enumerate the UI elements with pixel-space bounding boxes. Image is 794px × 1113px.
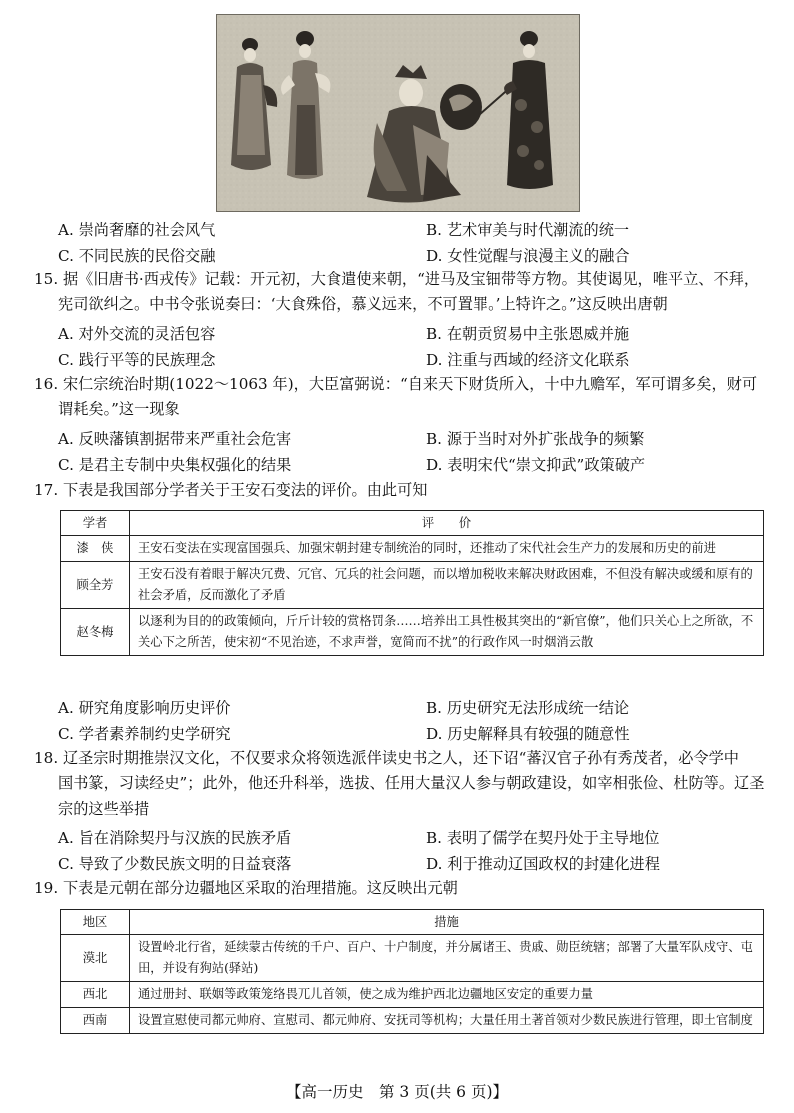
q18-option-c[interactable]: C. 导致了少数民族文明的日益衰落 [58, 855, 292, 873]
q17-option-a[interactable]: A. 研究角度影响历史评价 [58, 699, 231, 717]
q17-evaluation-text: 以逐利为目的的政策倾向，斤斤计较的赏格罚条……培养出工具性极其突出的“新官僚”，他们只关心上之所欲，不关心下之所苦，使宋初“不见治迹，不求声誉，宽简而不扰”的行政作风一时烟消云散 [130, 609, 764, 656]
painting-image [216, 14, 580, 212]
q19-region-name: 西北 [61, 982, 130, 1008]
q14-option-a[interactable]: A. 崇尚奢靡的社会风气 [58, 221, 216, 239]
table-row [61, 562, 764, 609]
q18-options-row-2 [58, 853, 770, 877]
q15-option-b[interactable]: B. 在朝贡贸易中主张恩威并施 [426, 325, 630, 343]
q16-option-b[interactable]: B. 源于当时对外扩张战争的频繁 [426, 430, 645, 448]
q18-options-row-1 [58, 827, 770, 851]
q19-measure-text: 通过册封、联姻等政策笼络畏兀儿首领，使之成为维护西北边疆地区安定的重要力量 [130, 982, 764, 1008]
q19-stem: 19. 下表是元朝在部分边疆地区采取的治理措施。这反映出元朝 [34, 879, 458, 897]
q19-header-region: 地区 [61, 910, 130, 935]
q17-evaluation-text: 王安石没有着眼于解决冗费、冗官、冗兵的社会问题，而以增加税收来解决财政困难，不但没有解决或缓和原有的社会矛盾，反而激化了矛盾 [130, 562, 764, 609]
table-row [61, 536, 764, 562]
table-row [61, 609, 764, 656]
q17-header-scholar: 学者 [61, 511, 130, 536]
q16-option-c[interactable]: C. 是君主专制中央集权强化的结果 [58, 456, 292, 474]
q16-option-d[interactable]: D. 表明宋代“崇文抑武”政策破产 [426, 456, 646, 474]
q18-option-b[interactable]: B. 表明了儒学在契丹处于主导地位 [426, 829, 660, 847]
q17-option-b[interactable]: B. 历史研究无法形成统一结论 [426, 699, 630, 717]
q15-option-a[interactable]: A. 对外交流的灵活包容 [58, 325, 216, 343]
q17-scholar-name: 顾全芳 [61, 562, 130, 609]
q19-region-name: 西南 [61, 1008, 130, 1034]
page-footer: 【高一历史 第 3 页(共 6 页)】 [285, 1083, 509, 1101]
q17-stem: 17. 下表是我国部分学者关于王安石变法的评价。由此可知 [34, 481, 428, 499]
q17-table [60, 510, 764, 656]
painting-illustration [217, 15, 579, 211]
q17-table-header [61, 511, 764, 536]
q16-options-row-2 [58, 454, 770, 478]
q15-options-row-2 [58, 349, 770, 373]
q18-option-a[interactable]: A. 旨在消除契丹与汉族的民族矛盾 [58, 829, 292, 847]
q15-option-c[interactable]: C. 践行平等的民族理念 [58, 351, 216, 369]
q18-stem-line-1: 18. 辽圣宗时期推崇汉文化，不仅要求众将领选派伴读史书之人，还下诏“蕃汉官子孙有秀茂者，必令学中 [34, 749, 739, 767]
q19-measure-text: 设置宣慰使司都元帅府、宣慰司、都元帅府、安抚司等机构；大量任用土著首领对少数民族进行管理，即土官制度 [130, 1008, 764, 1034]
q17-evaluation-text: 王安石变法在实现富国强兵、加强宋朝封建专制统治的同时，还推动了宋代社会生产力的发展和历史的前进 [130, 536, 764, 562]
q14-option-d[interactable]: D. 女性觉醒与浪漫主义的融合 [426, 247, 630, 265]
q19-table [60, 909, 764, 1034]
q17-scholar-name: 漆 侠 [61, 536, 130, 562]
q17-options-row-1 [58, 697, 770, 721]
q16-option-a[interactable]: A. 反映藩镇割据带来严重社会危害 [58, 430, 292, 448]
q19-region-name: 漠北 [61, 935, 130, 982]
q18-option-d[interactable]: D. 利于推动辽国政权的封建化进程 [426, 855, 660, 873]
q14-options-row-1 [58, 219, 770, 243]
q16-options-row-1 [58, 428, 770, 452]
q17-header-evaluation: 评 价 [130, 511, 764, 536]
q17-option-d[interactable]: D. 历史解释具有较强的随意性 [426, 725, 630, 743]
q16-stem-line-1: 16. 宋仁宗统治时期(1022～1063 年)，大臣富弼说：“自来天下财货所入，十中九赡军，军可谓多矣，财可 [34, 375, 758, 393]
q18-stem-line-3: 宗的这些举措 [58, 799, 150, 818]
q17-scholar-name: 赵冬梅 [61, 609, 130, 656]
q16-stem-line-2: 谓耗矣。”这一现象 [58, 400, 180, 419]
q15-options-row-1 [58, 323, 770, 347]
table-row [61, 982, 764, 1008]
q18-stem [34, 746, 769, 822]
q15-stem [34, 267, 769, 318]
table-row [61, 1008, 764, 1034]
q15-stem-line-2: 宪司欲纠之。中书令张说奏曰：‘大食殊俗，慕义远来，不可置罪。’上特许之。”这反映出唐朝 [58, 295, 668, 314]
q19-header-measures: 措施 [130, 910, 764, 935]
q16-stem [34, 372, 769, 423]
q14-options-row-2 [58, 245, 770, 269]
q19-measure-text: 设置岭北行省，延续蒙古传统的千户、百户、十户制度，并分属诸王、贵戚、勋臣统辖；部署了大量军队戍守、屯田，并设有狗站(驿站) [130, 935, 764, 982]
q17-option-c[interactable]: C. 学者素养制约史学研究 [58, 725, 231, 743]
q17-options-row-2 [58, 723, 770, 747]
q15-stem-line-1: 15. 据《旧唐书·西戎传》记载：开元初，大食遣使来朝，“进马及宝钿带等方物。其使谒见，唯平立、不拜， [34, 270, 760, 288]
q14-option-b[interactable]: B. 艺术审美与时代潮流的统一 [426, 221, 630, 239]
q19-table-header [61, 910, 764, 935]
q14-option-c[interactable]: C. 不同民族的民俗交融 [58, 247, 216, 265]
q18-stem-line-2: 国书篆，习读经史”；此外，他还升科举，选拔、任用大量汉人参与朝政建设，如宰相张俭、杜防等。辽圣 [58, 774, 765, 793]
q15-option-d[interactable]: D. 注重与西域的经济文化联系 [426, 351, 630, 369]
table-row [61, 935, 764, 982]
